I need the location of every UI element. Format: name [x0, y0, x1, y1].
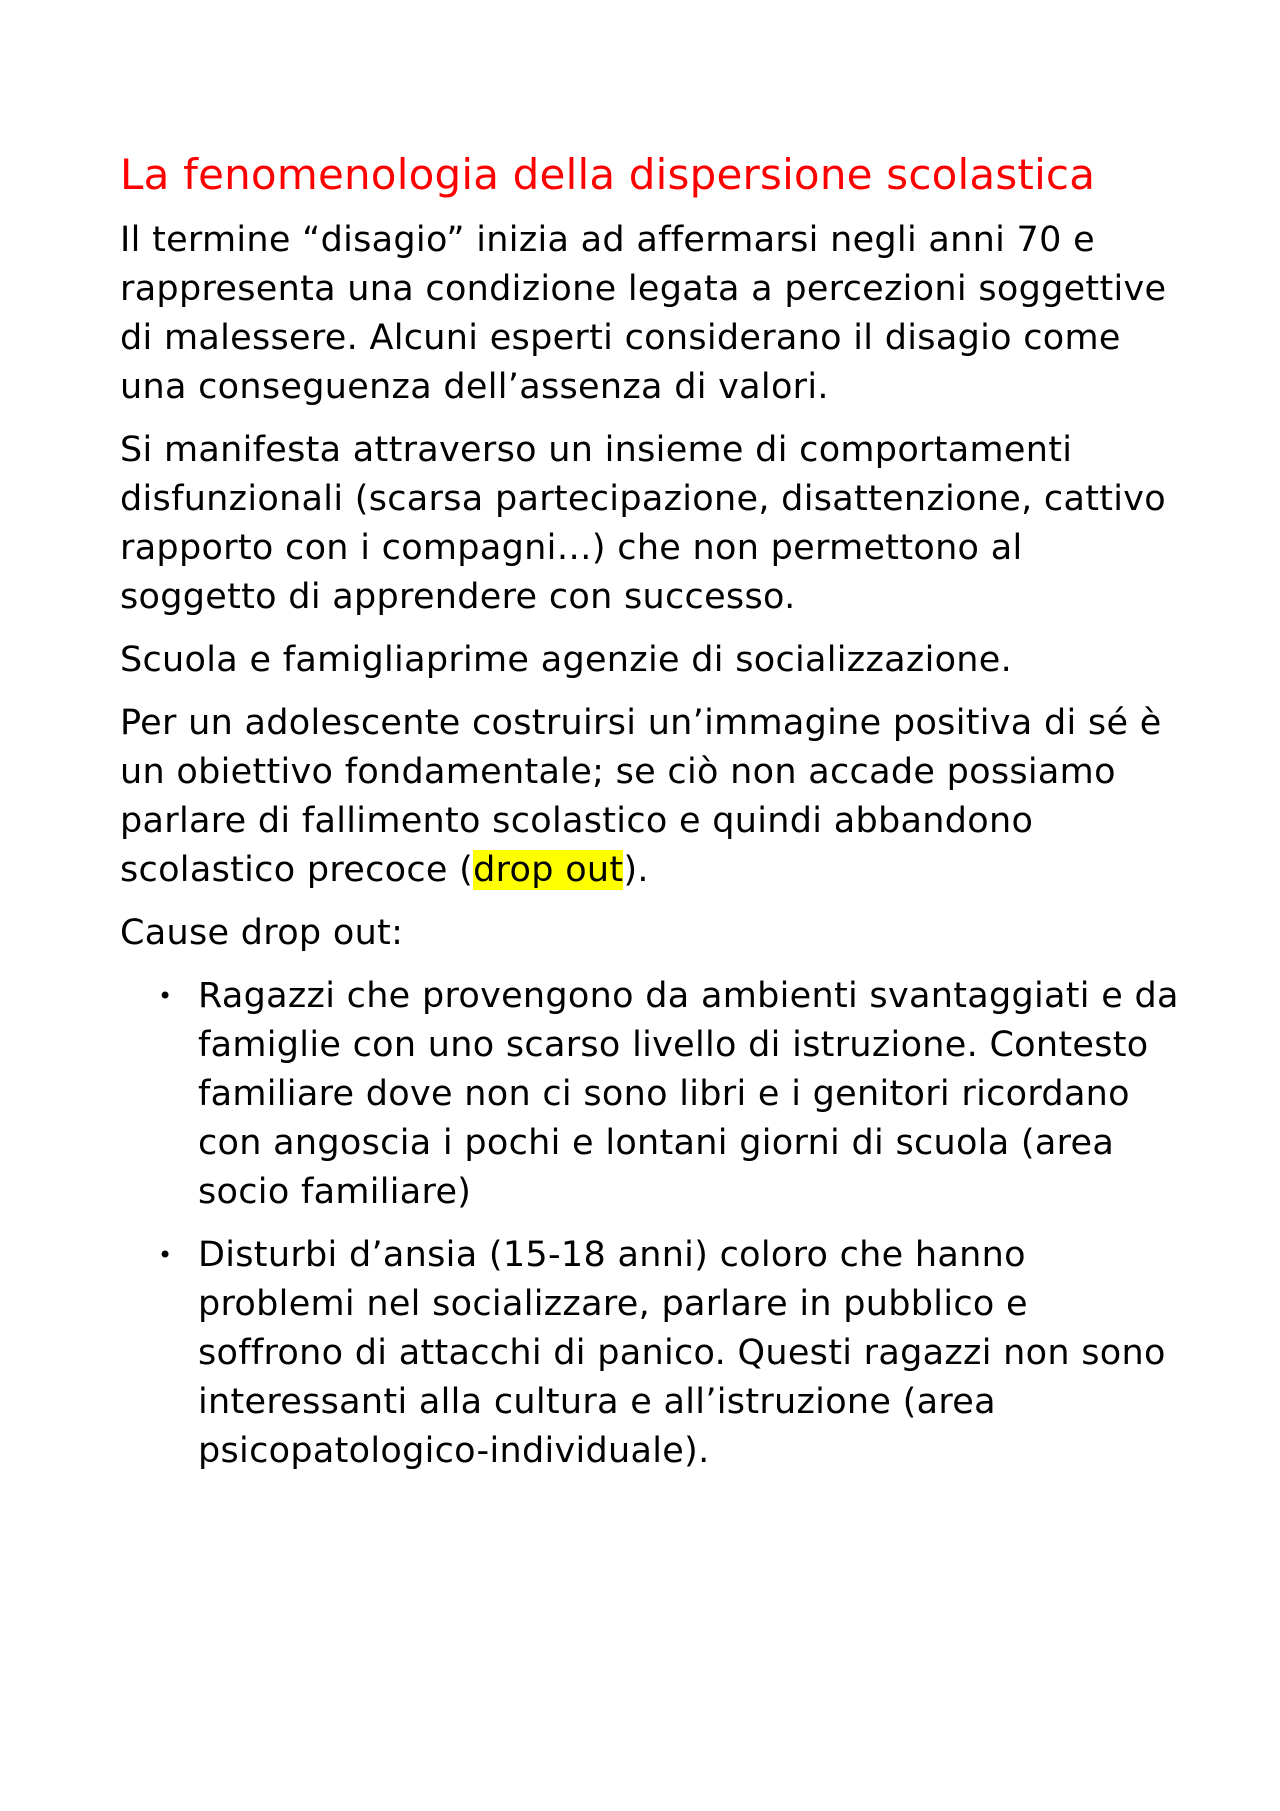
paragraph-scuola-famiglia: Scuola e famigliaprime agenzie di socializzazione.: [120, 640, 1013, 680]
list-item-text: Ragazzi che provengono da ambienti svantaggiati e da famiglie con uno scarso livello di istruzione. Contesto familiare dove non ci sono libri e i genitori ricordano con angoscia i pochi e lontani giorni di scuola (area socio familiare): [198, 976, 1179, 1212]
highlighted-drop-out: drop out: [473, 850, 624, 890]
causes-list: [120, 972, 1180, 1476]
paragraph-adolescente: [120, 699, 1180, 895]
bullet-icon: •: [158, 1241, 173, 1269]
list-item-text: Disturbi d’ansia (15-18 anni) coloro che hanno problemi nel socializzare, parlare in pubblico e soffrono di attacchi di panico. Questi ragazzi non sono interessanti alla cultura e all’istruzione (area psicopatologico-individuale).: [198, 1235, 1166, 1471]
list-item: [120, 1231, 1180, 1476]
document-page: [120, 148, 1180, 1490]
paragraph-comportamenti: Si manifesta attraverso un insieme di comportamenti disfunzionali (scarsa partecipazione, disattenzione, cattivo rapporto con i compagni…) che non permettono al soggetto di apprendere con successo.: [120, 430, 1167, 617]
paragraph-disagio: Il termine “disagio” inizia ad affermarsi negli anni 70 e rappresenta una condizione legata a percezioni soggettive di malessere. Alcuni esperti considerano il disagio come una conseguenza dell’assenza di valori.: [120, 220, 1167, 407]
paragraph-adolescente-text: Per un adolescente costruirsi un’immagine positiva di sé è un obiettivo fondamentale; se ciò non accade possiamo parlare di fallimento scolastico e quindi abbandono scolastico precoce (: [120, 703, 1162, 890]
paragraph-adolescente-end: ).: [623, 850, 649, 890]
list-item: [120, 972, 1180, 1217]
causes-heading: Cause drop out:: [120, 913, 404, 953]
document-title: La fenomenologia della dispersione scolastica: [120, 150, 1096, 199]
bullet-icon: •: [158, 982, 173, 1010]
